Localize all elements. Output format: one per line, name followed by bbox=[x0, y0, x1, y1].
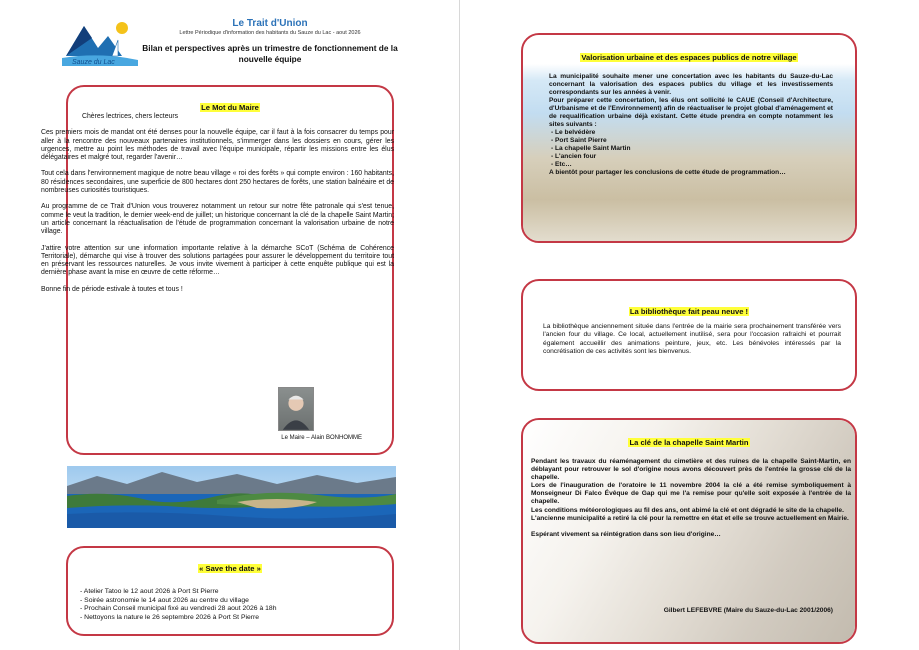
list-item: - Nettoyons la nature le 26 septembre 2026 à Port St Pierre bbox=[80, 614, 276, 623]
list-item: - Etc… bbox=[551, 161, 833, 169]
list-item: - Prochain Conseil municipal fixé au vendredi 28 aout 2026 à 18h bbox=[80, 605, 276, 614]
valorisation-body bbox=[549, 73, 833, 177]
newsletter-headline: Bilan et perspectives après un trimestre de fonctionnement de la nouvelle équipe bbox=[142, 43, 398, 64]
bibliotheque-box bbox=[521, 279, 857, 391]
lake-panorama-image bbox=[67, 466, 396, 528]
newsletter-title: Le Trait d'Union bbox=[232, 18, 308, 29]
mot-du-maire-body bbox=[41, 113, 394, 302]
mot-du-maire-box bbox=[41, 85, 394, 455]
closing: Bonne fin de période estivale à toutes et tous ! bbox=[41, 285, 183, 293]
save-the-date-box bbox=[66, 546, 394, 636]
bibliotheque-title: La bibliothèque fait peau neuve ! bbox=[629, 307, 749, 316]
paragraph: Tout cela dans l'environnement magique de notre beau village « roi des forêts » qui compte environ : 160 habitants, 80 résidences secondaires, une superficie de 800 hectares dont 250 hectares de forêts, une station balnéaire et de nombreuses curiosités touristiques. bbox=[41, 170, 394, 195]
valorisation-title: Valorisation urbaine et des espaces publics de notre village bbox=[581, 53, 797, 62]
list-item: - La chapelle Saint Martin bbox=[551, 145, 833, 153]
mayor-signature: Le Maire – Alain BONHOMME bbox=[281, 435, 362, 441]
svg-text:Sauze du Lac: Sauze du Lac bbox=[72, 59, 115, 66]
list-item: - Le belvédère bbox=[551, 129, 833, 137]
paragraph: Pendant les travaux du réaménagement du cimetière et des ruines de la chapelle Saint-Martin, en déblayant pour retrouver le sol d'origine nous avons découvert près de l'entrée la grosse clé de la chapelle. bbox=[531, 458, 851, 482]
save-the-date-title: « Save the date » bbox=[199, 564, 261, 573]
bibliotheque-text: La bibliothèque anciennement située dans l'entrée de la mairie sera prochainement transférée vers l'ancien four du village. Ce local, actuellement inutilisé, sera pour l'occasion rafraichi et pourrait également accueillir des animations peinture, jeux, etc. Les bénévoles intéressés par la concrétisation de ces activités sont les bienvenus. bbox=[543, 323, 841, 355]
paragraph: La municipalité souhaite mener une concertation avec les habitants du Sauze-du-Lac concernant la valorisation des espaces publics du village et les investissements correspondants sur les années à venir. bbox=[549, 73, 833, 96]
list-item: - Soirée astronomie le 14 aout 2026 au centre du village bbox=[80, 597, 276, 606]
save-the-date-list bbox=[80, 588, 276, 622]
paragraph: Au programme de ce Trait d'Union vous trouverez notamment un retour sur notre fête patronale qui s'est tenue, comme le veut la tradition, le dernier week-end de juillet; un historique concernant la clé de la chapelle Saint Martin; un article concernant la réactualisation de l'étude de programmation concernant la valorisation urbaine de notre village. bbox=[41, 203, 394, 236]
closing: A bientôt pour partager les conclusions de cette étude de programmation… bbox=[549, 169, 786, 176]
list-item: - Port Saint Pierre bbox=[551, 137, 833, 145]
cle-chapelle-body bbox=[531, 458, 851, 539]
cle-chapelle-box bbox=[521, 418, 857, 644]
list-item: - L'ancien four bbox=[551, 153, 833, 161]
logo-sauze-du-lac bbox=[62, 16, 138, 66]
list-item: - Atelier Tatoo le 12 aout 2026 à Port St Pierre bbox=[80, 588, 276, 597]
paragraph: Lors de l'inauguration de l'oratoire le 11 novembre 2004 la clé a été remise symboliquement à Monseigneur Di Falco Évêque de Gap qui me l'a remise pour qu'elle soit exposée à l'entrée de la chapelle. bbox=[531, 482, 851, 506]
page-left bbox=[0, 0, 459, 650]
paragraph: L'ancienne municipalité a retiré la clé pour la remettre en état et elle se trouve actuellement en Mairie. bbox=[531, 514, 849, 522]
paragraph: Pour préparer cette concertation, les élus ont sollicité le CAUE (Conseil d'Architecture, d'Urbanisme et de l'Environnement) afin de réactualiser le projet global d'aménagement et de requalification urbaine déjà existant. Cette étude prendra en compte notamment les sites suivants : bbox=[549, 97, 833, 128]
newsletter-subtitle: Lettre Périodique d'information des habitants du Sauze du Lac - aout 2026 bbox=[179, 30, 361, 36]
cle-chapelle-signoff: Gilbert LEFEBVRE (Maire du Sauze-du-Lac 2001/2006) bbox=[663, 607, 833, 614]
valorisation-box bbox=[521, 33, 857, 243]
cle-chapelle-title: La clé de la chapelle Saint Martin bbox=[629, 438, 749, 447]
paragraph: Ces premiers mois de mandat ont été denses pour la nouvelle équipe, car il faut à la fois consacrer du temps pour aller à la rencontre des nouveaux partenaires institutionnels, s'immerger dans les dossiers en cours, gérer les urgences, mettre au point les méthodes de travail avec l'équipe municipale, répartir les missions entre les élus délégataires et malgré tout, regarder l'avenir… bbox=[41, 129, 394, 162]
newsletter-header bbox=[140, 0, 400, 65]
paragraph: J'attire votre attention sur une information importante relative à la démarche SCoT (Schéma de Cohérence Territoriale), démarche qui vise à trouver des solutions partagées pour assurer le développement du territoire tout en préservant les ressources naturelles. Je vous invite vivement à participer à cette enquête publique qui est la dernière phase avant la mise en œuvre de cette réforme… bbox=[41, 244, 394, 277]
mot-du-maire-title: Le Mot du Maire bbox=[201, 103, 259, 112]
mayor-photo bbox=[278, 387, 314, 431]
salutation: Chères lectrices, chers lecteurs bbox=[82, 113, 179, 120]
sites-list bbox=[551, 129, 833, 169]
paragraph: Les conditions météorologiques au fil des ans, ont abimé la clé et ont dégradé le site de la chapelle. bbox=[531, 506, 844, 514]
paragraph: Espérant vivement sa réintégration dans son lieu d'origine… bbox=[531, 530, 721, 538]
